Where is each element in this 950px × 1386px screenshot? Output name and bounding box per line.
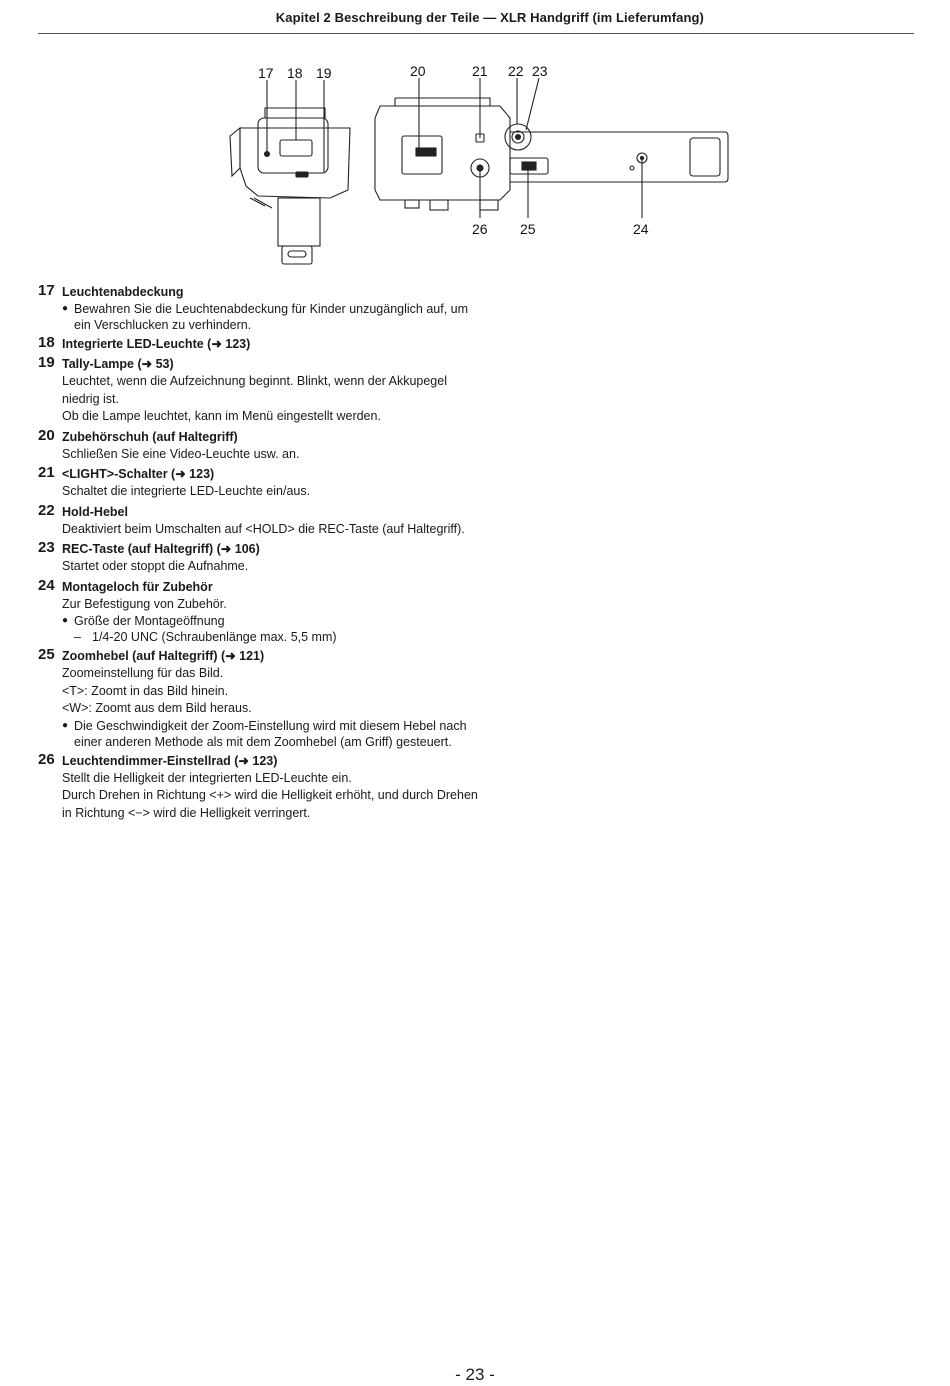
- part-number: 25: [38, 646, 55, 663]
- part-number: 18: [38, 334, 55, 351]
- part-entry-22: [38, 503, 478, 539]
- part-line-text: Ob die Lampe leuchtet, kann im Menü eingestellt werden.: [62, 409, 381, 423]
- part-entry-19: [38, 355, 478, 426]
- page-number: - 23 -: [455, 1365, 495, 1384]
- part-bullet-text: ● Die Geschwindigkeit der Zoom-Einstellung wird mit diesem Hebel nach einer anderen Methode als mit dem Zoomhebel (am Griff) gesteuert.: [62, 718, 478, 750]
- part-title: Leuchtenabdeckung: [62, 285, 184, 299]
- part-line-text: <W>: Zoomt aus dem Bild heraus.: [62, 701, 252, 715]
- handle-diagram: [210, 58, 740, 273]
- chapter-title: Kapitel 2 Beschreibung der Teile — XLR Handgriff (im Lieferumfang): [275, 10, 704, 25]
- part-line-text: Schaltet die integrierte LED-Leuchte ein/aus.: [62, 484, 311, 498]
- part-line-text: <T>: Zoomt in das Bild hinein.: [62, 683, 229, 698]
- part-bullet-text: ● Größe der Montageöffnung: [62, 613, 478, 629]
- part-title: Zubehörschuh (auf Haltegriff): [62, 429, 238, 444]
- part-title: Montageloch für Zubehör: [62, 579, 213, 594]
- callout-23: 23: [532, 63, 548, 79]
- callout-18: 18: [287, 65, 303, 81]
- part-line-text: Startet oder stoppt die Aufnahme.: [62, 559, 249, 573]
- part-number: 21: [38, 464, 55, 481]
- light-cover: [258, 118, 328, 173]
- part-title: Tally-Lampe (➜ 53): [62, 357, 174, 371]
- part-number: 26: [38, 750, 55, 768]
- part-title: <LIGHT>-Schalter (➜ 123): [62, 467, 215, 481]
- part-line-text: Deaktiviert beim Umschalten auf <HOLD> die REC-Taste (auf Haltegriff).: [62, 521, 465, 536]
- page-header: [38, 0, 914, 34]
- callout-17: 17: [258, 65, 274, 81]
- part-entry-17: [38, 283, 478, 333]
- parts-description-list: [38, 283, 478, 824]
- part-entry-21: [38, 465, 478, 501]
- part-entry-23: [38, 540, 478, 576]
- callout-25: 25: [520, 221, 536, 237]
- part-number: 24: [38, 576, 55, 594]
- part-number: 22: [38, 501, 55, 519]
- part-line-text: Schließen Sie eine Video-Leuchte usw. an.: [62, 446, 300, 461]
- part-dash-text: – 1/4-20 UNC (Schraubenlänge max. 5,5 mm): [62, 629, 478, 645]
- callout-24: 24: [633, 221, 649, 237]
- callout-26: 26: [472, 221, 488, 237]
- part-title: Zoomhebel (auf Haltegriff) (➜ 121): [62, 649, 265, 663]
- callout-19: 19: [316, 65, 332, 81]
- part-entry-20: [38, 428, 478, 464]
- handle-illustration: [210, 58, 740, 273]
- part-line-text: Zoomeinstellung für das Bild.: [62, 666, 224, 680]
- part-bullet-text: ● Bewahren Sie die Leuchtenabdeckung für Kinder unzugänglich auf, um ein Verschlucken zu verhindern.: [62, 301, 478, 333]
- part-title: Hold-Hebel: [62, 504, 128, 519]
- shoe-lower: [278, 198, 320, 246]
- part-line-text: Leuchtet, wenn die Aufzeichnung beginnt. Blinkt, wenn der Akkupegel niedrig ist.: [62, 374, 447, 406]
- part-title: REC-Taste (auf Haltegriff) (➜ 106): [62, 542, 260, 556]
- part-entry-26: [38, 752, 478, 823]
- part-entry-18: [38, 335, 478, 353]
- part-entry-25: [38, 647, 478, 750]
- callout-20: 20: [410, 63, 426, 79]
- part-number: 23: [38, 539, 55, 556]
- part-number: 20: [38, 426, 55, 444]
- part-line-text: Zur Befestigung von Zubehör.: [62, 596, 227, 611]
- part-title: Leuchtendimmer-Einstellrad (➜ 123): [62, 753, 278, 768]
- part-number: 17: [38, 282, 55, 299]
- callout-22: 22: [508, 63, 524, 79]
- part-line-text: Durch Drehen in Richtung <+> wird die Helligkeit erhöht, und durch Drehen in Richtung <−> wird die Helligkeit verringert.: [62, 788, 478, 820]
- part-entry-24: [38, 578, 478, 646]
- part-line-text: Stellt die Helligkeit der integrierten LED-Leuchte ein.: [62, 770, 352, 785]
- led-light: [280, 140, 312, 156]
- callout-21: 21: [472, 63, 488, 79]
- part-number: 19: [38, 354, 55, 371]
- front-view-body: [240, 128, 350, 198]
- part-title: Integrierte LED-Leuchte (➜ 123): [62, 337, 251, 351]
